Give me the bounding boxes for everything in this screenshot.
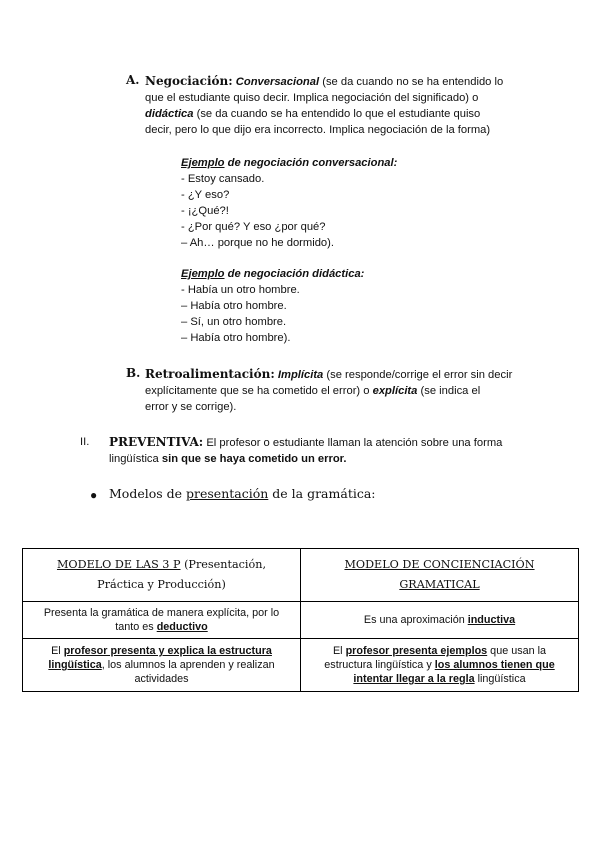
r1c2-text: Es una aproximación (363, 614, 468, 626)
term-conversacional: Conversacional (235, 76, 320, 88)
r1c2-bold: inductiva (467, 614, 516, 626)
r2c2-bold3: intentar llegar a la regla (353, 673, 475, 685)
r2c1-pre: El (51, 645, 64, 657)
r2c2-pre: El (332, 645, 346, 657)
section-a-line2: que el estudiante quiso decir. Implica negociación del significado) o (145, 92, 479, 104)
r2c1-bold2: lingüística (48, 659, 102, 671)
section-a-line4: decir, pero lo que dijo era incorrecto. Implica negociación de la forma) (145, 124, 491, 136)
r2c2-mid: que usan la (487, 645, 547, 657)
example-conversacional (181, 155, 541, 251)
header-conc-line1: MODELO DE CONCIENCIACIÓN (344, 558, 535, 571)
term-didactica: didáctica (145, 108, 194, 120)
example-didactica (181, 266, 541, 346)
example2-line: - Había un otro hombre. (181, 284, 300, 296)
roman-numeral-ii: II. (80, 436, 90, 448)
section-a (145, 73, 545, 138)
example1-title-rest: de negociación conversacional: (224, 157, 398, 169)
example2-line: – Sí, un otro hombre. (181, 316, 287, 328)
section-b (145, 366, 545, 415)
table-row (23, 602, 579, 639)
conversacional-desc: (se da cuando no se ha entendido lo (319, 76, 504, 88)
example1-line: - ¿Y eso? (181, 189, 230, 201)
header-3p-u: MODELO DE LAS 3 P (56, 558, 181, 571)
example1-title-u: Ejemplo (181, 157, 225, 169)
heading-preventiva: PREVENTIVA: (109, 435, 204, 449)
table-header-3p (23, 549, 301, 602)
table-header-concienciacion (301, 549, 579, 602)
header-3p-rest: (Presentación, (180, 558, 267, 571)
table-row (23, 639, 579, 692)
example2-title-rest: de negociación didáctica: (224, 268, 365, 280)
section-b-line3: error y se corrige). (145, 401, 237, 413)
heading-negociacion: Negociación: (145, 74, 233, 88)
header-3p-line2: Práctica y Producción) (97, 578, 226, 591)
example2-line: – Había otro hombre. (181, 300, 287, 312)
didactica-desc: (se da cuando se ha entendido lo que el estudiante quiso (193, 108, 481, 120)
item-letter-b: B. (126, 366, 141, 380)
r1c1-text2: tanto es (115, 621, 157, 633)
r2c2-mid2: estructura lingüística y (324, 659, 435, 671)
r2c1-bold1: profesor presenta y explica la estructura (63, 645, 272, 657)
example1-line: - ¿Por qué? Y eso ¿por qué? (181, 221, 326, 233)
cell-inductiva (301, 602, 579, 639)
section-b-line2a: explícitamente que se ha cometido el error) o (145, 385, 373, 397)
item-letter-a: A. (126, 73, 140, 87)
cell-deductivo (23, 602, 301, 639)
bullet-underlined: presentación (186, 486, 269, 501)
cell-3p-desc (23, 639, 301, 692)
term-explicita: explícita (372, 385, 418, 397)
implicita-desc: (se responde/corrige el error sin decir (323, 369, 513, 381)
preventiva-text2: lingüística (109, 453, 162, 465)
preventiva-text1: El profesor o estudiante llaman la atención sobre una forma (203, 437, 503, 449)
bullet-post: de la gramática: (268, 486, 376, 501)
example1-line: - ¡¿Qué?! (181, 205, 229, 217)
r2c1-line3: actividades (134, 673, 189, 685)
bullet-modelos (109, 486, 376, 501)
example2-line: – Había otro hombre). (181, 332, 291, 344)
r2c2-bold1: profesor presenta ejemplos (345, 645, 488, 657)
r2c2-post: lingüística (474, 673, 526, 685)
table-header-row (23, 549, 579, 602)
example1-line: – Ah… porque no he dormido). (181, 237, 334, 249)
example2-title-u: Ejemplo (181, 268, 225, 280)
models-table (22, 548, 579, 692)
section-b-line2b: (se indica el (417, 385, 481, 397)
bullet-dot: ● (90, 488, 98, 502)
r1c1-bold: deductivo (156, 621, 208, 633)
header-conc-line2: GRAMATICAL (399, 578, 480, 591)
section-preventiva (109, 434, 549, 467)
r2c2-bold2: los alumnos tienen que (434, 659, 555, 671)
r1c1-text: Presenta la gramática de manera explícita, por lo (43, 607, 280, 619)
term-implicita: Implícita (277, 369, 324, 381)
cell-conc-desc (301, 639, 579, 692)
heading-retroalimentacion: Retroalimentación: (145, 367, 275, 381)
bullet-pre: Modelos de (109, 486, 187, 501)
r2c1-post: , los alumnos la aprenden y realizan (101, 659, 275, 671)
preventiva-bold: sin que se haya cometido un error. (161, 453, 347, 465)
example1-line: - Estoy cansado. (181, 173, 265, 185)
